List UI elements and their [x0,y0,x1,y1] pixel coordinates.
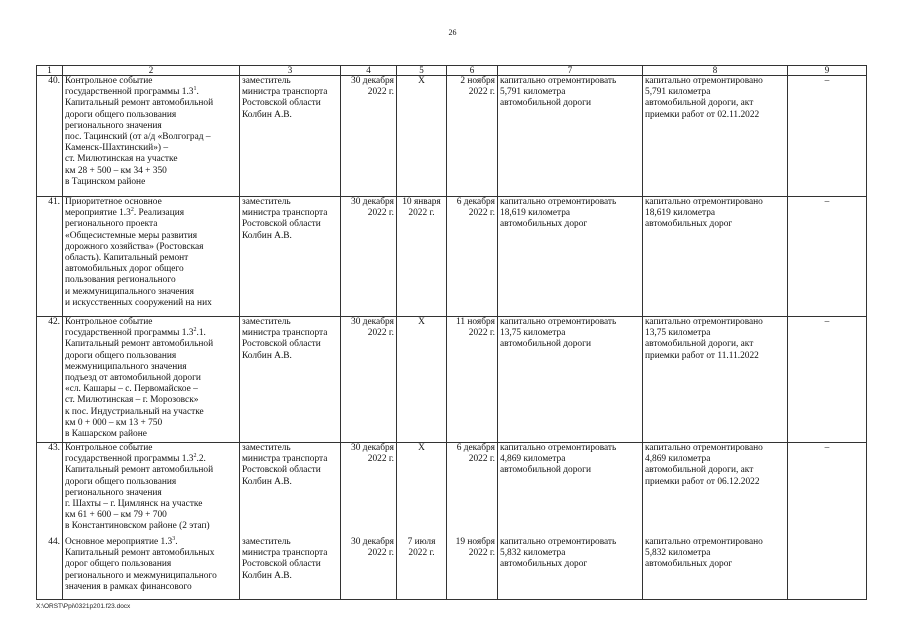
event-description: Приоритетное основное мероприятие $1.3^2$. Реализация регионального проекта «Общесистемные меры развития дорожного хозяйства» (Ростовская область). Капитальный ремонт автомобильных дорог общего пользования регионального и межмуниципального значения и искусственных сооружений на них [63,197,240,317]
responsible-person: заместитель министра транспорта Ростовской области Колбин А.В. [242,537,328,581]
table-row [37,317,867,443]
col-header-4: 4 [341,66,397,76]
actual-result: капитально отремонтировано 4,869 километра автомобильной дороги, акт приемки работ от 06.12.2022 [645,443,763,487]
actual-result-group [643,443,788,600]
responsible-person-group [240,443,341,600]
problems-cell: – [788,317,867,443]
event-description: Контрольное событие государственной программы $1.3^2.1$. Капитальный ремонт автомобильной дороги общего пользования межмуниципального значения подъезд от автомобильной дороги «сл. Кашары – с. Первомайское – ст. Милютинская – г. Морозовск» к пос. Индустриальный на участке км 0 + 000 – км 13 + 750 в Кашарском районе [63,317,240,443]
start-date: X [418,443,425,453]
row-number: 42. [37,317,63,443]
col-header-2: 2 [63,66,240,76]
actual-date: 19 ноября 2022 г. [455,537,495,559]
planned-date: 30 декабря 2022 г. [341,197,397,317]
problems-cell: – [824,443,830,453]
col-header-3: 3 [240,66,341,76]
row-number: 43. [48,443,60,453]
row-number-group [37,443,63,600]
event-description: Основное мероприятие $1.3^3$. Капитальный ремонт автомобильных дорог общего пользования регионального и межмуниципального значения в рамках финансового [65,535,217,592]
table-row [37,443,867,600]
actual-date: 6 декабря 2022 г. [447,197,498,317]
responsible-person: заместитель министра транспорта Ростовской области Колбин А.В. [240,317,341,443]
problems-cell: – [788,76,867,197]
file-path-footer: X:\ORST\Ppi\0321p201.f23.docx [36,603,131,610]
event-description: Контрольное событие государственной программы $1.3^1$. Капитальный ремонт автомобильной дороги общего пользования регионального значения пос. Тацинский (от а/д «Волгоград – Каменск-Шахтинский») – ст. Милютинская на участке км 28 + 500 – км 34 + 350 в Тацинском районе [63,76,240,197]
problems-group [788,443,867,600]
planned-date-group [341,443,397,600]
start-date: X [397,317,447,443]
actual-result: капитально отремонтировано 5,791 километра автомобильной дороги, акт приемки работ от 02.11.2022 [643,76,788,197]
col-header-7: 7 [498,66,643,76]
expected-result: капитально отремонтировать 18,619 километра автомобильных дорог [498,197,643,317]
problems-cell: – [788,197,867,317]
expected-result: капитально отремонтировать 5,832 километра автомобильных дорог [500,537,617,570]
event-description-group [63,443,240,600]
expected-result: капитально отремонтировать 13,75 километра автомобильной дороги [498,317,643,443]
col-header-1: 1 [37,66,63,76]
col-header-6: 6 [447,66,498,76]
start-date-group [397,443,447,600]
actual-date: 6 декабря 2022 г. [456,443,495,465]
col-header-8: 8 [643,66,788,76]
col-header-9: 9 [788,66,867,76]
actual-date: 2 ноября 2022 г. [447,76,498,197]
row-number: 41. [37,197,63,317]
planned-date: 30 декабря 2022 г. [341,76,397,197]
start-date: 7 июля 2022 г. [407,537,436,559]
responsible-person: заместитель министра транспорта Ростовской области Колбин А.В. [242,443,328,487]
actual-result: капитально отремонтировано 13,75 километра автомобильной дороги, акт приемки работ от 11.11.2022 [643,317,788,443]
planned-date: 30 декабря 2022 г. [351,443,394,465]
actual-result: капитально отремонтировано 5,832 километра автомобильных дорог [645,537,763,570]
column-number-row [37,66,867,76]
report-table [36,65,867,600]
start-date: X [397,76,447,197]
col-header-5: 5 [397,66,447,76]
planned-date: 30 декабря 2022 г. [351,537,394,559]
expected-result: капитально отремонтировать 5,791 километра автомобильной дороги [498,76,643,197]
responsible-person: заместитель министра транспорта Ростовской области Колбин А.В. [240,76,341,197]
row-number: 40. [37,76,63,197]
expected-result: капитально отремонтировать 4,869 километра автомобильной дороги [500,443,617,476]
table-row [37,76,867,197]
event-description: Контрольное событие государственной программы $1.3^2.2$. Капитальный ремонт автомобильной дороги общего пользования регионального значения г. Шахты – г. Цимлянск на участке км 61 + 600 – км 79 + 700 в Константиновском районе (2 этап) [65,443,214,532]
actual-result: капитально отремонтировано 18,619 километра автомобильных дорог [643,197,788,317]
planned-date: 30 декабря 2022 г. [341,317,397,443]
expected-result-group [498,443,643,600]
actual-date: 11 ноября 2022 г. [447,317,498,443]
responsible-person: заместитель министра транспорта Ростовской области Колбин А.В. [240,197,341,317]
row-number: 44. [48,537,60,547]
start-date: 10 января 2022 г. [397,197,447,317]
page-number: 26 [448,28,457,37]
table-row [37,197,867,317]
actual-date-group [447,443,498,600]
